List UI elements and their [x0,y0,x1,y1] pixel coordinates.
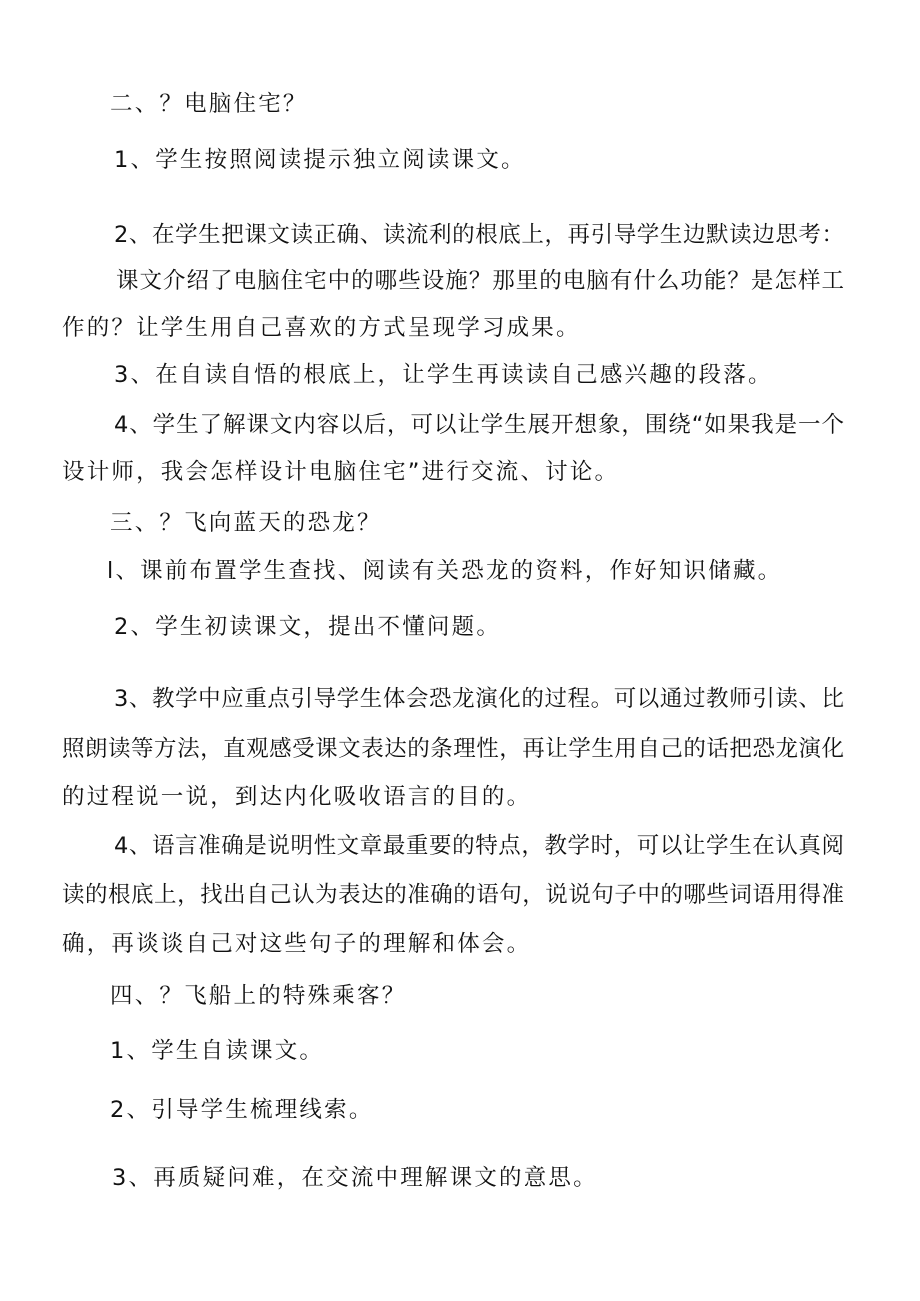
paragraph-line: 1、学生按照阅读提示独立阅读课文。 [114,147,526,173]
paragraph-line: 读的根底上，找出自己认为表达的准确的语句，说说句子中的哪些词语用得准 [62,882,844,908]
paragraph-line: 1、学生自读课文。 [110,1038,325,1064]
paragraph-line: 3、在自读自悟的根底上，让学生再读读自己感兴趣的段落。 [114,362,773,388]
paragraph-line: 3、教学中应重点引导学生体会恐龙演化的过程。可以通过教师引读、比 [114,686,844,712]
paragraph-line: 2、在学生把课文读正确、读流利的根底上，再引导学生边默读边思考： [114,222,844,248]
paragraph-line: 设计师，我会怎样设计电脑住宅”进行交流、讨论。 [62,459,620,485]
section-heading-4: 四、？飞船上的特殊乘客？ [110,983,407,1009]
paragraph-line: 作的？让学生用自己喜欢的方式呈现学习成果。 [62,315,581,341]
paragraph-line: 4、语言准确是说明性文章最重要的特点，教学时，可以让学生在认真阅 [114,833,844,859]
paragraph-line: 的过程说一说，到达内化吸收语言的目的。 [62,784,532,810]
section-heading-2: 二、？电脑住宅？ [110,91,308,117]
paragraph-line: 照朗读等方法，直观感受课文表达的条理性，再让学生用自己的话把恐龙演化 [62,736,844,762]
section-heading-3: 三、？飞向蓝天的恐龙？ [110,510,382,536]
paragraph-line: 2、引导学生梳理线索。 [110,1097,374,1123]
paragraph-line: 3、再质疑问难，在交流中理解课文的意思。 [112,1165,598,1191]
paragraph-line: 4、学生了解课文内容以后，可以让学生展开想象，围绕“如果我是一个 [114,412,844,438]
paragraph-line: l、课前布置学生查找、阅读有关恐龙的资料，作好知识储藏。 [107,558,783,584]
paragraph-line: 2、学生初读课文，提出不懂问题。 [114,614,502,640]
paragraph-line: 课文介绍了电脑住宅中的哪些设施？那里的电脑有什么功能？是怎样工 [116,268,844,294]
paragraph-line: 确，再谈谈自己对这些句子的理解和体会。 [62,931,532,957]
